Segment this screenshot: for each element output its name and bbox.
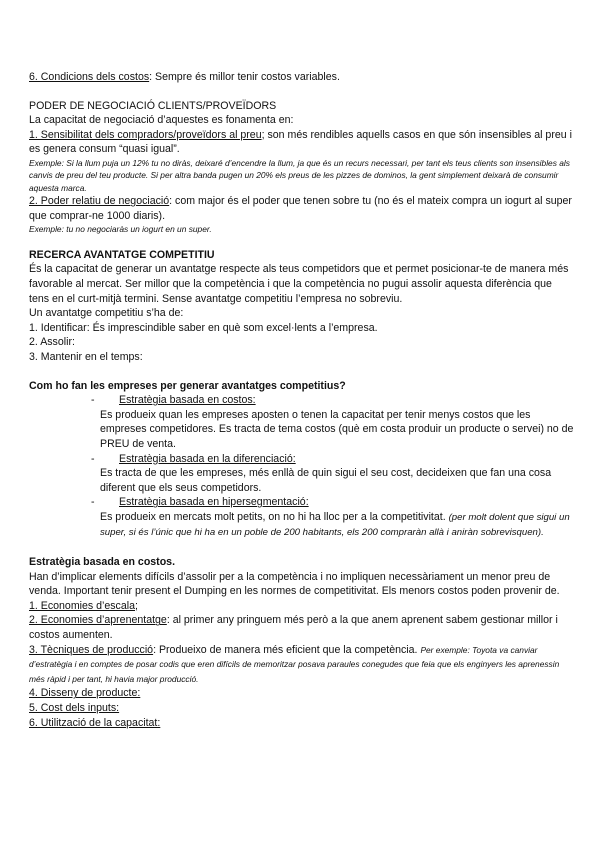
- strategy-1-title: - Estratègia basada en costos:: [91, 394, 256, 407]
- estrategia-item-4: 4. Disseny de producte:: [29, 687, 141, 700]
- recerca-intro: Un avantatge competitiu s’ha de:: [29, 307, 184, 320]
- estrategia-item-3: 3. Tècniques de producció: Produeixo de manera més eficient que la competència. Per exemple: Toyota va canviar d’estratègia i en comptes de posar codis que eren difícils de memoritzar posava paraules conegudes que feia que els enginyers les aprenessin més ràpid i per tant, hi havia major producció.: [29, 643, 560, 684]
- strategy-1-text: Es produeix quan les empreses aposten o tenen la capacitat per tenir menys costos que les empreses competidores. Es tracta de tema costos (què em costa produir un producte o servei) no de PREU de venta.: [100, 408, 574, 450]
- section-heading-poder: PODER DE NEGOCIACIÓ CLIENTS/PROVEÏDORS: [29, 99, 277, 112]
- estrategia-item-6: 6. Utilització de la capacitat:: [29, 716, 161, 729]
- item-text: ; son més rendibles aquells casos en que són insensibles al preu i es genera consum “quasi igual”.: [29, 128, 572, 156]
- poder-item-2-example: Exemple: tu no negociaràs un iogurt en un super.: [29, 224, 212, 235]
- item-label: 6. Condicions dels costos: [29, 71, 150, 83]
- item-text: : com major és el poder que tenen sobre tu (no és el mateix compra un iogurt al super que comprar-ne 1000 diaris).: [29, 195, 572, 222]
- bullet-dash: -: [91, 394, 95, 407]
- strategy-3-example: (per molt dolent que sigui un super, si és l’únic que hi ha en un poble de 200 habitants, els 200 compraràn allà i aniràn sobrevisquen).: [100, 511, 570, 539]
- section-heading-com: Com ho fan les empreses per generar avantatges competitius?: [29, 379, 346, 392]
- recerca-step-3: 3. Mantenir en el temps:: [29, 350, 143, 363]
- item-label: 1. Economies d’escala: [29, 599, 135, 612]
- recerca-step-1: 1. Identificar: És imprescindible saber en què som excel·lents a l’empresa.: [29, 321, 378, 334]
- poder-item-1: [29, 128, 574, 157]
- recerca-step-2: 2. Assolir:: [29, 336, 75, 349]
- poder-intro: La capacitat de negociació d’aquestes es fonamenta en:: [29, 114, 294, 127]
- strategy-3-text: Es produeix en mercats molt petits, on no hi ha lloc per a la competitivitat. (per molt dolent que sigui un super, si és l’únic que hi ha en un poble de 200 habitants, els 200 compraràn allà i aniràn sobrevisquen).: [100, 510, 570, 539]
- document-page: [29, 70, 574, 730]
- item-label: 1. Sensibilitat dels compradors/proveïdors al preu: [29, 128, 262, 141]
- strategy-2-text: Es tracta de que les empreses, més enllà de quin sigui el seu cost, decideixen que fan una cosa diferent que els seus competidors.: [100, 467, 552, 494]
- bullet-dash: -: [91, 496, 95, 509]
- estrategia-item-3-example: Per exemple: Toyota va canviar d’estratègia i en comptes de posar codis que eren difícils de memoritzar posava paraules conegudes que feia que els enginyers les aprenessin més ràpid i per tant, hi havia major producció.: [29, 644, 560, 684]
- estrategia-item-2: 2. Economies d’aprenentatge: al primer any pringuem més però a la que anem aprenent sabem gestionar millor i costos aumenten.: [29, 614, 558, 642]
- recerca-paragraph: És la capacitat de generar un avantatge respecte als teus competidors que et permet posicionar-te de manera més favorable al mercat. Ser millor que la competència i que la competència no pugui assolir aquesta diferència que tens en el curt-mitjà termini. Sense avantatge competitiu l’empresa no sobreviu.: [29, 263, 569, 305]
- item-label: 2. Poder relatiu de negociació: [29, 195, 170, 208]
- item-costs-conditions: [29, 70, 574, 85]
- estrategia-item-5: 5. Cost dels inputs:: [29, 702, 120, 714]
- strategy-3-title: - Estratègia basada en hipersegmentació:: [91, 496, 309, 509]
- item-label: 3. Tècniques de producció: [29, 643, 154, 656]
- estrategia-item-1: 1. Economies d’escala;: [29, 599, 138, 612]
- bullet-dash: -: [91, 452, 95, 465]
- item-label: 2. Economies d’aprenentatge: [29, 614, 167, 627]
- estrategia-paragraph: Han d’implicar elements difícils d’assolir per a la competència i no impliquen necessàriament un menor preu de venda. Important tenir present el Dumping en les normes de competitivitat. Els menors costos poden provenir de.: [29, 570, 560, 598]
- section-heading-recerca: RECERCA AVANTATGE COMPETITIU: [29, 248, 215, 261]
- item-text: : Sempre és millor tenir costos variables.: [149, 71, 340, 83]
- section-heading-estrategia: Estratègia basada en costos.: [29, 556, 176, 569]
- poder-item-2: [29, 194, 574, 223]
- poder-item-1-example: Exemple: Si la llum puja un 12% tu no diràs, deixaré d’encendre la llum, ja que és un recurs necessari, per tant els teus clients son insensibles als canvis de preu del teu producte. Si per altra banda pugen un 20% els preus de les pizzes de dominos, la gent simplement deixarà de consumir aquesta marca.: [29, 157, 570, 193]
- strategy-2-title: - Estratègia basada en la diferenciació:: [91, 452, 296, 465]
